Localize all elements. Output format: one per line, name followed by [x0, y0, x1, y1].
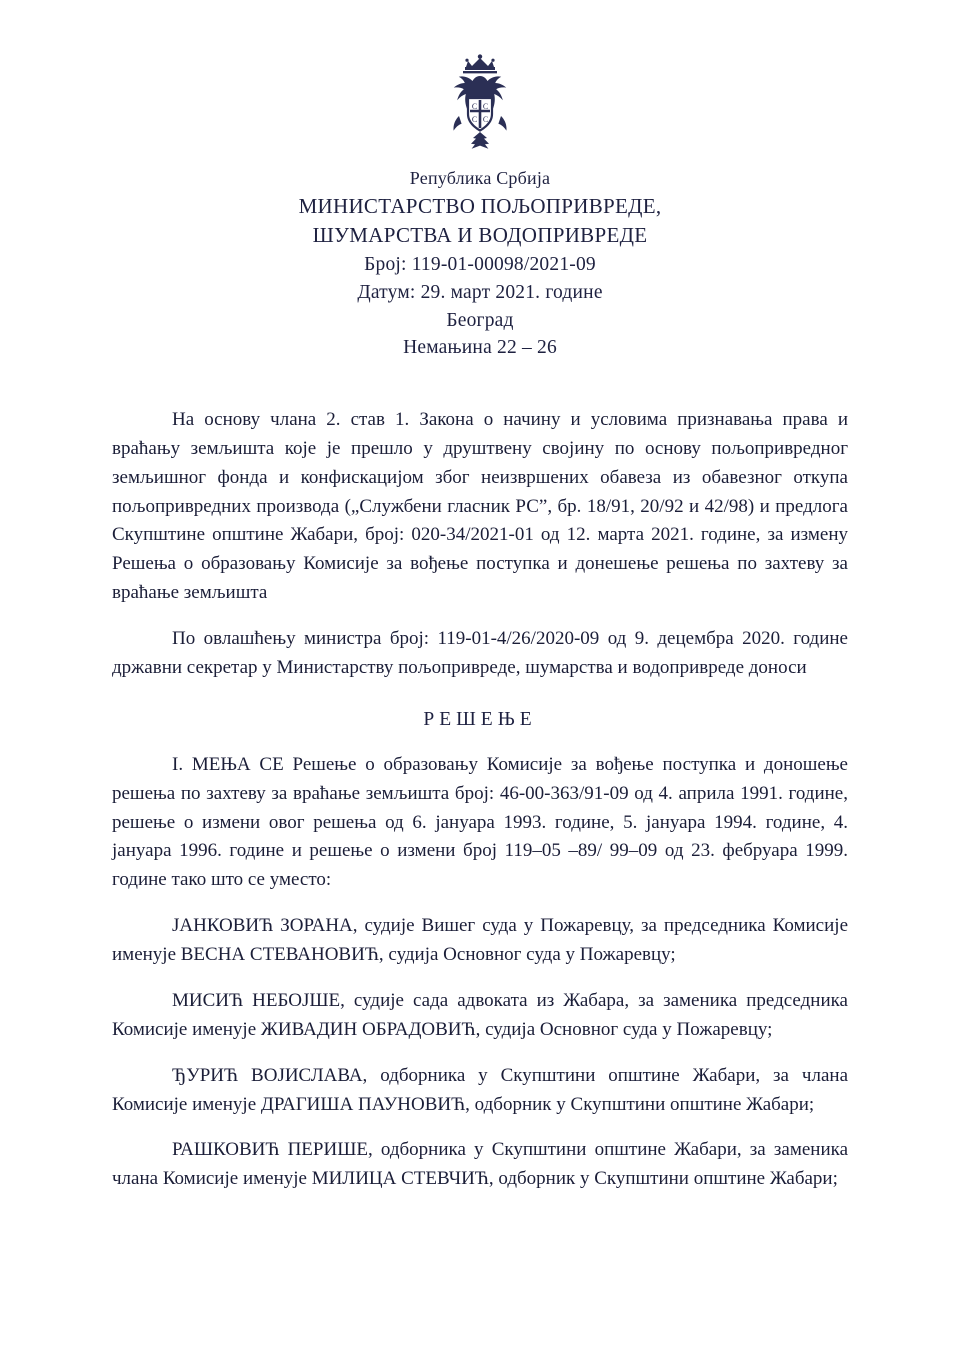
document-body — [112, 406, 848, 1194]
header-country: Република Србија — [409, 168, 551, 188]
paragraph-appointment-president: ЈАНКОВИЋ ЗОРАНА, судије Вишег суда у Пожаревцу, за председника Комисије именује ВЕСНА СТЕВАНОВИЋ, судија Основног суда у Пожаревцу; — [112, 915, 848, 966]
header-document-date: Датум: 29. март 2021. године — [357, 281, 603, 303]
svg-text:С: С — [482, 102, 489, 111]
svg-text:С: С — [482, 115, 489, 124]
decision-title: РЕШЕЊЕ — [423, 708, 537, 730]
paragraph-appointment-deputy-president: МИСИЋ НЕБОЈШЕ, судије сада адвоката из Жабара, за заменика председника Комисије именује ЖИВАДИН ОБРАДОВИЋ, судија Основног суда у Пожаревцу; — [112, 989, 848, 1040]
header-address: Немањина 22 – 26 — [403, 337, 557, 359]
paragraph-appointment-deputy-member: РАШКОВИЋ ПЕРИШЕ, одборника у Скупштини општине Жабари, за заменика члана Комисије именује МИЛИЦА СТЕВЧИЋ, одборник у Скупштини општине Жабари; — [112, 1139, 848, 1190]
header-document-number: Број: 119-01-00098/2021-09 — [364, 254, 596, 276]
paragraph-amendment: I. МЕЊА СЕ Решење о образовању Комисије за вођење поступка и доношење решења по захтеву за враћање земљишта број: 46-00-363/91-09 од 4. априла 1991. године, решење о измени овог решења од 6. јануара 1993. године, 5. јануара 1994. године, 4. јануара 1996. године и решење о измени број 119–05 –89/ 99–09 од 23. фебруара 1999. године тако што се уместо: — [112, 753, 848, 891]
paragraph-appointment-member: ЂУРИЋ ВОЈИСЛАВА, одборника у Скупштини општине Жабари, за члана Комисије именује ДРАГИША ПАУНОВИЋ, одборник у Скупштини општине Жабари; — [112, 1064, 848, 1115]
coat-of-arms-container — [112, 54, 848, 160]
svg-text:С: С — [471, 102, 478, 111]
header-ministry-line-2: ШУМАРСТВА И ВОДОПРИВРЕДЕ — [312, 223, 648, 248]
serbian-coat-of-arms-icon — [437, 54, 523, 160]
svg-text:С: С — [471, 115, 478, 124]
paragraph-authorization: По овлашћењу министра број: 119-01-4/26/2020-09 од 9. децембра 2020. године државни секретар у Министарству пољопривреде, шумарства и водопривреде доноси — [112, 628, 848, 678]
header-ministry-line-1: МИНИСТАРСТВО ПОЉОПРИВРЕДЕ, — [298, 193, 662, 218]
header-city: Београд — [446, 309, 514, 331]
paragraph-legal-basis: На основу члана 2. став 1. Закона о начину и условима признавања права и враћању земљишта које је прешло у друштвену својину по основу пољопривредног земљишног фонда и конфискацијом због неизвршених обавеза из обавезног откупа пољопривредних производа („Службени гласник РС”, бр. 18/91, 20/92 и 42/98) и предлога Скупштине општине Жабари, број: 020-34/2021-01 од 12. марта 2021. године, за измену Решења о образовању Комисије за вођење поступка и донешење решења по захтеву за враћање земљишта — [112, 408, 848, 604]
document-header — [112, 166, 848, 362]
